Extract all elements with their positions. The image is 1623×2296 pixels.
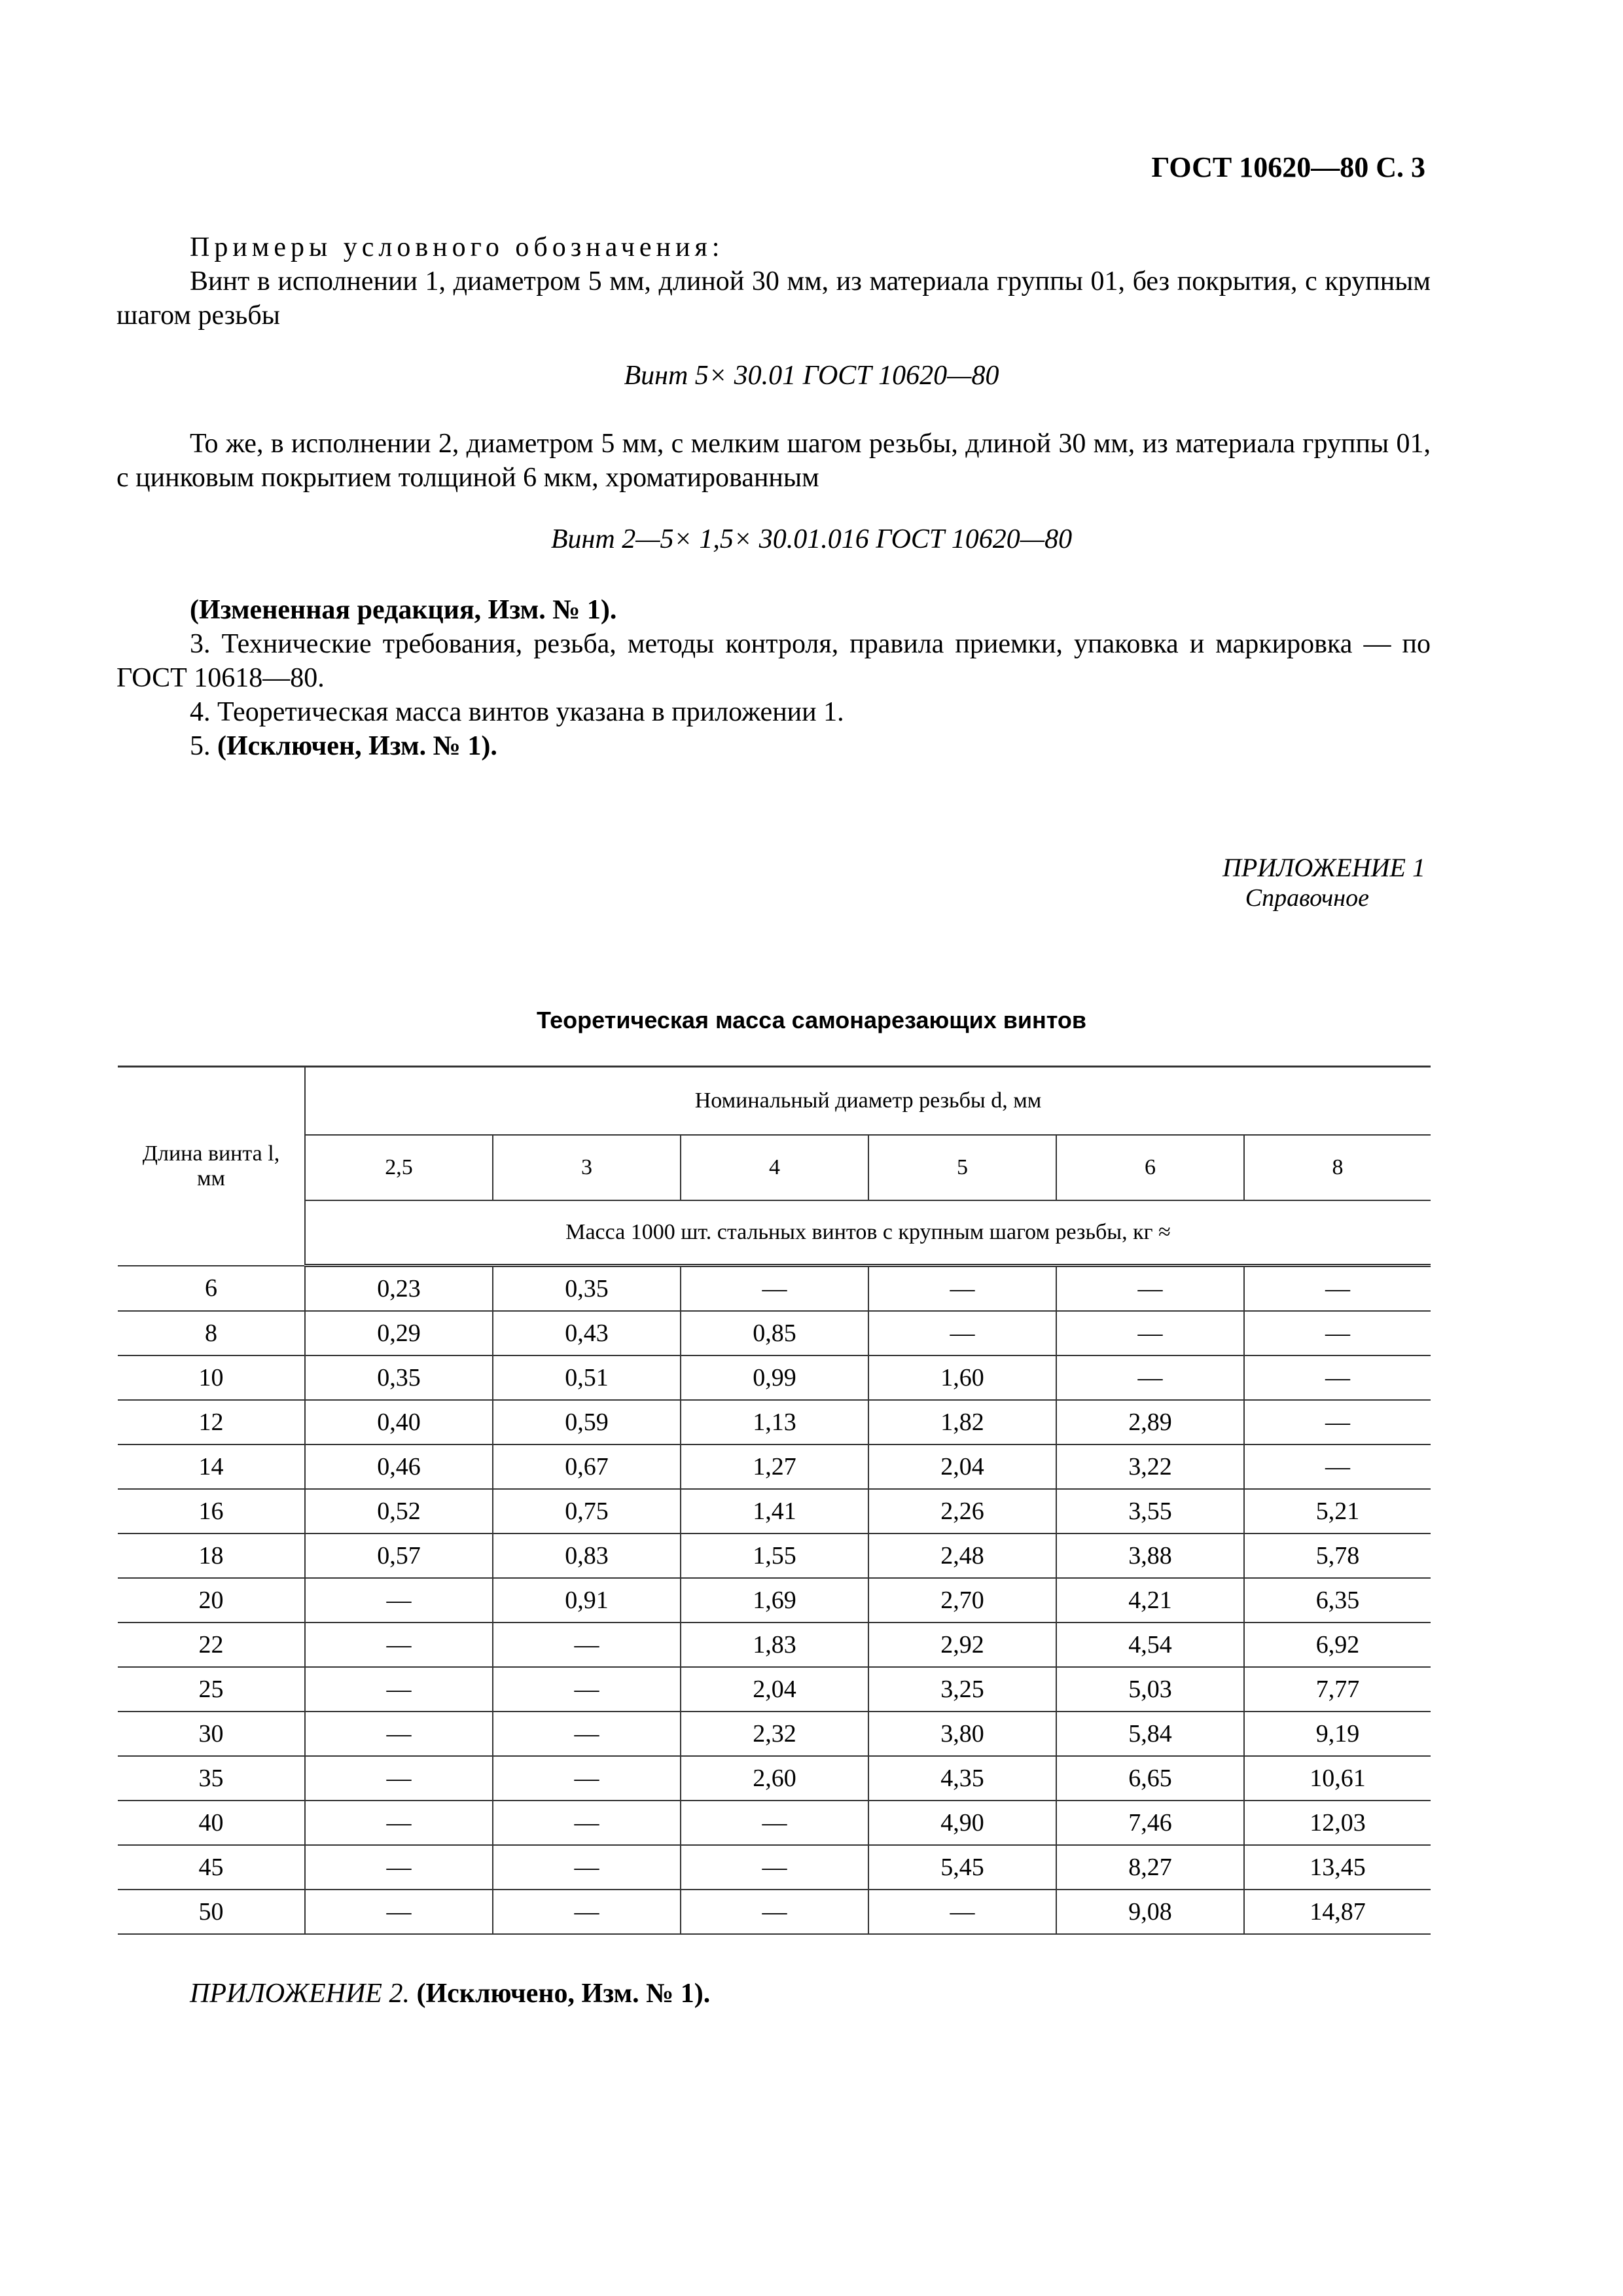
length-cell: 50: [118, 1890, 305, 1934]
mass-cell: 3,25: [868, 1667, 1056, 1712]
mass-cell: 2,92: [868, 1623, 1056, 1667]
length-cell: 8: [118, 1311, 305, 1355]
mass-cell: 1,83: [681, 1623, 868, 1667]
appendix-1-title: ПРИЛОЖЕНИЕ 1: [1222, 853, 1425, 882]
mass-cell: —: [493, 1801, 681, 1845]
table-row: [118, 1578, 1431, 1623]
diameter-header: 5: [868, 1135, 1056, 1200]
mass-cell: 1,27: [681, 1444, 868, 1489]
mass-cell: —: [681, 1266, 868, 1312]
table-title: Теоретическая масса самонарезающих винтов: [536, 1007, 1087, 1033]
mass-cell: —: [1244, 1266, 1431, 1312]
mass-cell: 13,45: [1244, 1845, 1431, 1890]
mass-cell: 2,32: [681, 1712, 868, 1756]
mass-cell: 0,52: [305, 1489, 493, 1534]
length-column-header: Длина винта l, мм: [118, 1067, 305, 1266]
mass-cell: —: [305, 1712, 493, 1756]
mass-cell: 8,27: [1056, 1845, 1244, 1890]
mass-cell: —: [868, 1890, 1056, 1934]
mass-cell: 1,69: [681, 1578, 868, 1623]
designation-2: Винт 2—5× 1,5× 30.01.016 ГОСТ 10620—80: [550, 524, 1073, 554]
mass-cell: —: [681, 1845, 868, 1890]
diameter-header: 8: [1244, 1135, 1431, 1200]
mass-cell: 9,08: [1056, 1890, 1244, 1934]
designation-1: Винт 5× 30.01 ГОСТ 10620—80: [624, 361, 999, 391]
mass-cell: —: [1244, 1311, 1431, 1355]
diameter-header: 2,5: [305, 1135, 493, 1200]
mass-cell: 4,54: [1056, 1623, 1244, 1667]
mass-cell: 7,46: [1056, 1801, 1244, 1845]
mass-cell: 10,61: [1244, 1756, 1431, 1801]
length-cell: 45: [118, 1845, 305, 1890]
mass-cell: 5,03: [1056, 1667, 1244, 1712]
diameter-header: 4: [681, 1135, 868, 1200]
mass-cell: —: [681, 1801, 868, 1845]
length-cell: 10: [118, 1355, 305, 1400]
mass-cell: 2,04: [868, 1444, 1056, 1489]
diameter-header: 3: [493, 1135, 681, 1200]
mass-cell: —: [305, 1845, 493, 1890]
mass-cell: —: [305, 1756, 493, 1801]
mass-cell: 0,23: [305, 1266, 493, 1312]
mass-cell: 5,21: [1244, 1489, 1431, 1534]
table-row: [118, 1400, 1431, 1444]
mass-cell: —: [868, 1266, 1056, 1312]
mass-cell: —: [681, 1890, 868, 1934]
mass-cell: 0,35: [493, 1266, 681, 1312]
mass-cell: 0,35: [305, 1355, 493, 1400]
table-row: [118, 1667, 1431, 1712]
mass-cell: 1,55: [681, 1534, 868, 1578]
mass-cell: 0,83: [493, 1534, 681, 1578]
table-row: [118, 1712, 1431, 1756]
mass-cell: —: [305, 1623, 493, 1667]
mass-cell: —: [305, 1667, 493, 1712]
mass-cell: 3,88: [1056, 1534, 1244, 1578]
mass-cell: 4,90: [868, 1801, 1056, 1845]
mass-cell: 5,45: [868, 1845, 1056, 1890]
mass-cell: —: [493, 1712, 681, 1756]
mass-cell: —: [868, 1311, 1056, 1355]
mass-cell: 4,21: [1056, 1578, 1244, 1623]
table-row: [118, 1355, 1431, 1400]
table-row: [118, 1890, 1431, 1934]
mass-cell: 3,80: [868, 1712, 1056, 1756]
page-header: ГОСТ 10620—80 С. 3: [1151, 151, 1425, 183]
mass-cell: 1,82: [868, 1400, 1056, 1444]
mass-cell: 0,57: [305, 1534, 493, 1578]
example-1-text: Винт в исполнении 1, диаметром 5 мм, длиной 30 мм, из материала группы 01, без покрытия, с крупным шагом резьбы: [116, 266, 1431, 331]
mass-cell: 0,43: [493, 1311, 681, 1355]
amended-note: (Измененная редакция, Изм. № 1).: [190, 595, 617, 625]
table-body: [118, 1266, 1431, 1935]
item-3: 3. Технические требования, резьба, методы контроля, правила приемки, упаковка и маркировка — по ГОСТ 10618—80.: [116, 629, 1431, 693]
table-row: [118, 1444, 1431, 1489]
mass-cell: 1,13: [681, 1400, 868, 1444]
mass-cell: —: [493, 1667, 681, 1712]
mass-cell: —: [1244, 1444, 1431, 1489]
mass-cell: 0,29: [305, 1311, 493, 1355]
diameter-group-header: Номинальный диаметр резьбы d, мм: [305, 1067, 1431, 1135]
mass-cell: 12,03: [1244, 1801, 1431, 1845]
item-5: [190, 729, 497, 763]
mass-cell: 4,35: [868, 1756, 1056, 1801]
appendix-2-text: (Исключено, Изм. № 1).: [416, 1979, 711, 2009]
mass-cell: —: [1244, 1355, 1431, 1400]
table-row: [118, 1801, 1431, 1845]
mass-cell: 7,77: [1244, 1667, 1431, 1712]
table-row: [118, 1756, 1431, 1801]
mass-cell: 2,60: [681, 1756, 868, 1801]
mass-cell: 0,51: [493, 1355, 681, 1400]
length-cell: 40: [118, 1801, 305, 1845]
table-row: [118, 1623, 1431, 1667]
mass-cell: 3,22: [1056, 1444, 1244, 1489]
mass-cell: 14,87: [1244, 1890, 1431, 1934]
length-cell: 35: [118, 1756, 305, 1801]
mass-cell: —: [305, 1801, 493, 1845]
mass-cell: 6,35: [1244, 1578, 1431, 1623]
mass-cell: 2,04: [681, 1667, 868, 1712]
table-row: [118, 1311, 1431, 1355]
mass-cell: 2,70: [868, 1578, 1056, 1623]
item-5-text: (Исключен, Изм. № 1).: [217, 731, 497, 761]
mass-cell: —: [493, 1756, 681, 1801]
length-cell: 30: [118, 1712, 305, 1756]
mass-cell: 2,89: [1056, 1400, 1244, 1444]
appendix-2-note: [190, 1978, 710, 2009]
table-row: [118, 1489, 1431, 1534]
mass-cell: 0,40: [305, 1400, 493, 1444]
mass-cell: —: [493, 1890, 681, 1934]
length-cell: 20: [118, 1578, 305, 1623]
mass-cell: —: [1244, 1400, 1431, 1444]
length-cell: 14: [118, 1444, 305, 1489]
table-row: [118, 1845, 1431, 1890]
length-cell: 18: [118, 1534, 305, 1578]
mass-cell: 2,26: [868, 1489, 1056, 1534]
mass-cell: —: [1056, 1355, 1244, 1400]
mass-cell: 5,78: [1244, 1534, 1431, 1578]
mass-cell: 5,84: [1056, 1712, 1244, 1756]
mass-cell: —: [493, 1845, 681, 1890]
mass-cell: 6,65: [1056, 1756, 1244, 1801]
example-2-text: То же, в исполнении 2, диаметром 5 мм, с мелким шагом резьбы, длиной 30 мм, из материала группы 01, с цинковым покрытием толщиной 6 мкм, хроматированным: [116, 429, 1431, 493]
table-row: [118, 1266, 1431, 1312]
mass-cell: 0,75: [493, 1489, 681, 1534]
mass-cell: 0,46: [305, 1444, 493, 1489]
mass-cell: —: [305, 1578, 493, 1623]
examples-title: Примеры условного обозначения:: [190, 232, 724, 262]
table-row: [118, 1534, 1431, 1578]
item-5-number: 5.: [190, 731, 211, 761]
mass-cell: —: [493, 1623, 681, 1667]
length-cell: 22: [118, 1623, 305, 1667]
item-4: 4. Теоретическая масса винтов указана в приложении 1.: [190, 697, 844, 727]
mass-cell: 1,60: [868, 1355, 1056, 1400]
mass-cell: 0,91: [493, 1578, 681, 1623]
mass-cell: —: [1056, 1311, 1244, 1355]
length-cell: 6: [118, 1266, 305, 1312]
length-cell: 16: [118, 1489, 305, 1534]
mass-cell: —: [305, 1890, 493, 1934]
mass-cell: 0,85: [681, 1311, 868, 1355]
mass-cell: 9,19: [1244, 1712, 1431, 1756]
diameter-header: 6: [1056, 1135, 1244, 1200]
mass-cell: 2,48: [868, 1534, 1056, 1578]
mass-unit-header: Масса 1000 шт. стальных винтов с крупным шагом резьбы, кг ≈: [305, 1200, 1431, 1266]
length-cell: 12: [118, 1400, 305, 1444]
length-cell: 25: [118, 1667, 305, 1712]
mass-cell: 6,92: [1244, 1623, 1431, 1667]
mass-table: [118, 1066, 1431, 1935]
mass-cell: 1,41: [681, 1489, 868, 1534]
diameter-header-row: [118, 1135, 1431, 1200]
mass-cell: 0,99: [681, 1355, 868, 1400]
mass-cell: 0,67: [493, 1444, 681, 1489]
appendix-1-subtitle: Справочное: [1245, 884, 1369, 912]
mass-cell: 3,55: [1056, 1489, 1244, 1534]
appendix-2-label: ПРИЛОЖЕНИЕ 2.: [190, 1979, 410, 2009]
mass-cell: 0,59: [493, 1400, 681, 1444]
mass-cell: —: [1056, 1266, 1244, 1312]
